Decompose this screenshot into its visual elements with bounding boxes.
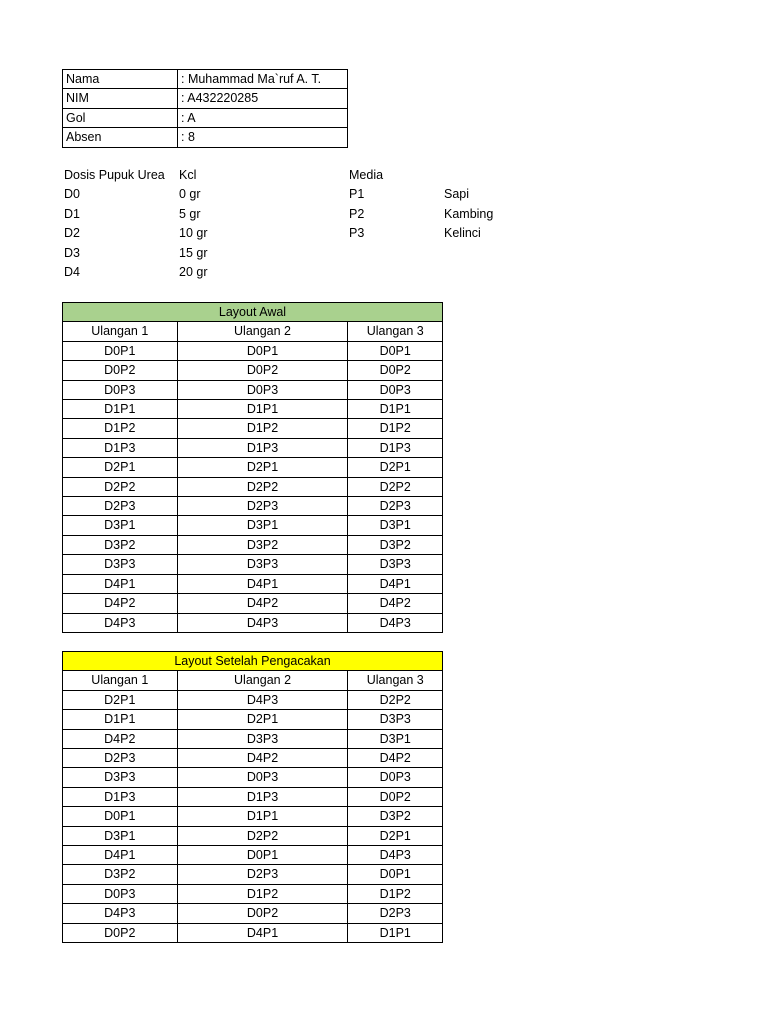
column-header: Ulangan 2 [177,671,348,690]
table-row [63,555,443,574]
table-cell: D1P1 [63,400,178,419]
identity-value: : A432220285 [178,89,348,108]
table-cell: D1P2 [348,884,443,903]
dosis-header: Dosis Pupuk Urea [64,168,165,182]
table-row [63,904,443,923]
table-cell: D2P3 [348,904,443,923]
dosis-code: D1 [64,206,80,221]
table-cell: D3P2 [348,807,443,826]
column-header: Ulangan 1 [63,671,178,690]
media-code: P3 [349,226,365,240]
table-cell: D1P3 [63,787,178,806]
identity-value: : A [178,108,348,127]
column-header-row [63,322,443,341]
dosis-code: D4 [64,265,80,279]
table-cell: D3P2 [63,535,178,554]
table-cell: D3P3 [177,729,348,748]
table-cell: D3P1 [63,826,178,845]
table-row [63,729,443,748]
table-cell: D1P2 [177,884,348,903]
table-cell: D2P3 [348,497,443,516]
table-row [63,497,443,516]
table-row [63,826,443,845]
table-cell: D1P1 [348,923,443,942]
table-cell: D3P2 [177,535,348,554]
identity-label: Nama [63,70,178,89]
table-cell: D2P1 [177,458,348,477]
dosis-code: D3 [64,245,80,260]
table-cell: D0P2 [63,361,178,380]
kcl-amount: 0 gr [179,187,201,201]
table-cell: D1P1 [177,400,348,419]
identity-value: : 8 [178,128,348,147]
table-cell: D2P1 [63,458,178,477]
layout-awal-title: Layout Awal [63,303,443,322]
table-cell: D3P3 [348,710,443,729]
table-row [63,613,443,632]
column-header: Ulangan 3 [348,322,443,341]
table-cell: D3P2 [348,535,443,554]
table-cell: D0P3 [177,768,348,787]
table-cell: D2P3 [177,497,348,516]
table-cell: D4P3 [177,613,348,632]
table-cell: D3P1 [63,516,178,535]
table-cell: D2P1 [348,458,443,477]
table-cell: D3P1 [348,729,443,748]
table-row [63,438,443,457]
table-cell: D4P2 [177,594,348,613]
table-cell: D4P2 [63,594,178,613]
table-row [63,807,443,826]
table-cell: D2P2 [63,477,178,496]
table-cell: D1P2 [177,419,348,438]
table-row [63,361,443,380]
table-cell: D0P3 [63,380,178,399]
table-row [63,787,443,806]
layout-acak-table [62,651,443,943]
table-cell: D1P3 [177,438,348,457]
kcl-amount: 15 gr [179,245,208,260]
table-cell: D0P3 [63,884,178,903]
table-cell: D3P3 [63,768,178,787]
column-header: Ulangan 2 [177,322,348,341]
identity-value: : Muhammad Ma`ruf A. T. [178,70,348,89]
table-cell: D2P1 [177,710,348,729]
identity-row [63,108,348,127]
table-cell: D2P2 [348,477,443,496]
table-cell: D2P1 [348,826,443,845]
identity-row [63,128,348,147]
table-cell: D3P2 [63,865,178,884]
table-row [63,535,443,554]
media-code: P2 [349,206,365,221]
kcl-amount: 10 gr [179,226,208,240]
table-cell: D2P3 [63,497,178,516]
table-cell: D1P1 [348,400,443,419]
table-cell: D0P1 [177,341,348,360]
table-cell: D0P1 [63,807,178,826]
table-cell: D4P2 [348,594,443,613]
media-code: P1 [349,187,365,201]
identity-label: Gol [63,108,178,127]
table-cell: D0P2 [177,904,348,923]
media-header: Media [349,168,384,182]
media-name: Kelinci [444,226,481,240]
table-cell: D0P1 [63,341,178,360]
table-row [63,516,443,535]
layout-acak-title: Layout Setelah Pengacakan [63,652,443,671]
table-row [63,923,443,942]
table-row [63,884,443,903]
table-cell: D1P1 [63,710,178,729]
table-cell: D1P3 [348,438,443,457]
table-cell: D4P3 [63,613,178,632]
table-row [63,458,443,477]
identity-label: NIM [63,89,178,108]
table-row [63,710,443,729]
table-cell: D4P3 [177,690,348,709]
table-cell: D4P2 [63,729,178,748]
table-cell: D3P3 [177,555,348,574]
table-cell: D0P1 [348,341,443,360]
kcl-amount: 5 gr [179,206,201,221]
table-cell: D1P3 [177,787,348,806]
table-cell: D2P3 [177,865,348,884]
table-cell: D4P1 [348,574,443,593]
table-cell: D1P2 [348,419,443,438]
table-cell: D0P2 [348,361,443,380]
table-row [63,865,443,884]
table-cell: D1P2 [63,419,178,438]
table-row [63,400,443,419]
table-cell: D2P2 [177,477,348,496]
table-cell: D4P3 [348,613,443,632]
table-row [63,477,443,496]
table-row [63,768,443,787]
table-cell: D0P2 [177,361,348,380]
table-cell: D0P1 [177,846,348,865]
table-cell: D0P1 [348,865,443,884]
table-cell: D0P2 [63,923,178,942]
table-cell: D3P1 [348,516,443,535]
identity-row [63,70,348,89]
table-cell: D0P3 [177,380,348,399]
table-row [63,419,443,438]
table-cell: D0P3 [348,768,443,787]
dosis-code: D0 [64,187,80,201]
table-cell: D0P2 [348,787,443,806]
table-cell: D3P3 [63,555,178,574]
table-row [63,574,443,593]
table-row [63,380,443,399]
table-row [63,594,443,613]
table-cell: D4P1 [177,574,348,593]
table-cell: D2P2 [177,826,348,845]
table-cell: D4P3 [348,846,443,865]
table-row [63,846,443,865]
table-row [63,690,443,709]
media-name: Kambing [444,206,494,221]
kcl-header: Kcl [179,168,197,182]
table-cell: D4P2 [177,749,348,768]
table-cell: D0P3 [348,380,443,399]
table-cell: D2P1 [63,690,178,709]
kcl-amount: 20 gr [179,265,208,279]
table-cell: D4P2 [348,749,443,768]
column-header-row [63,671,443,690]
table-cell: D4P3 [63,904,178,923]
identity-label: Absen [63,128,178,147]
table-row [63,749,443,768]
table-cell: D1P1 [177,807,348,826]
table-cell: D4P1 [63,574,178,593]
table-row [63,341,443,360]
column-header: Ulangan 1 [63,322,178,341]
table-cell: D2P2 [348,690,443,709]
table-cell: D4P1 [63,846,178,865]
table-cell: D4P1 [177,923,348,942]
table-cell: D1P3 [63,438,178,457]
column-header: Ulangan 3 [348,671,443,690]
table-cell: D2P3 [63,749,178,768]
identity-row [63,89,348,108]
media-name: Sapi [444,187,470,201]
table-cell: D3P1 [177,516,348,535]
table-cell: D3P3 [348,555,443,574]
layout-awal-table [62,302,443,633]
identity-table [62,69,348,148]
dosis-code: D2 [64,226,80,240]
